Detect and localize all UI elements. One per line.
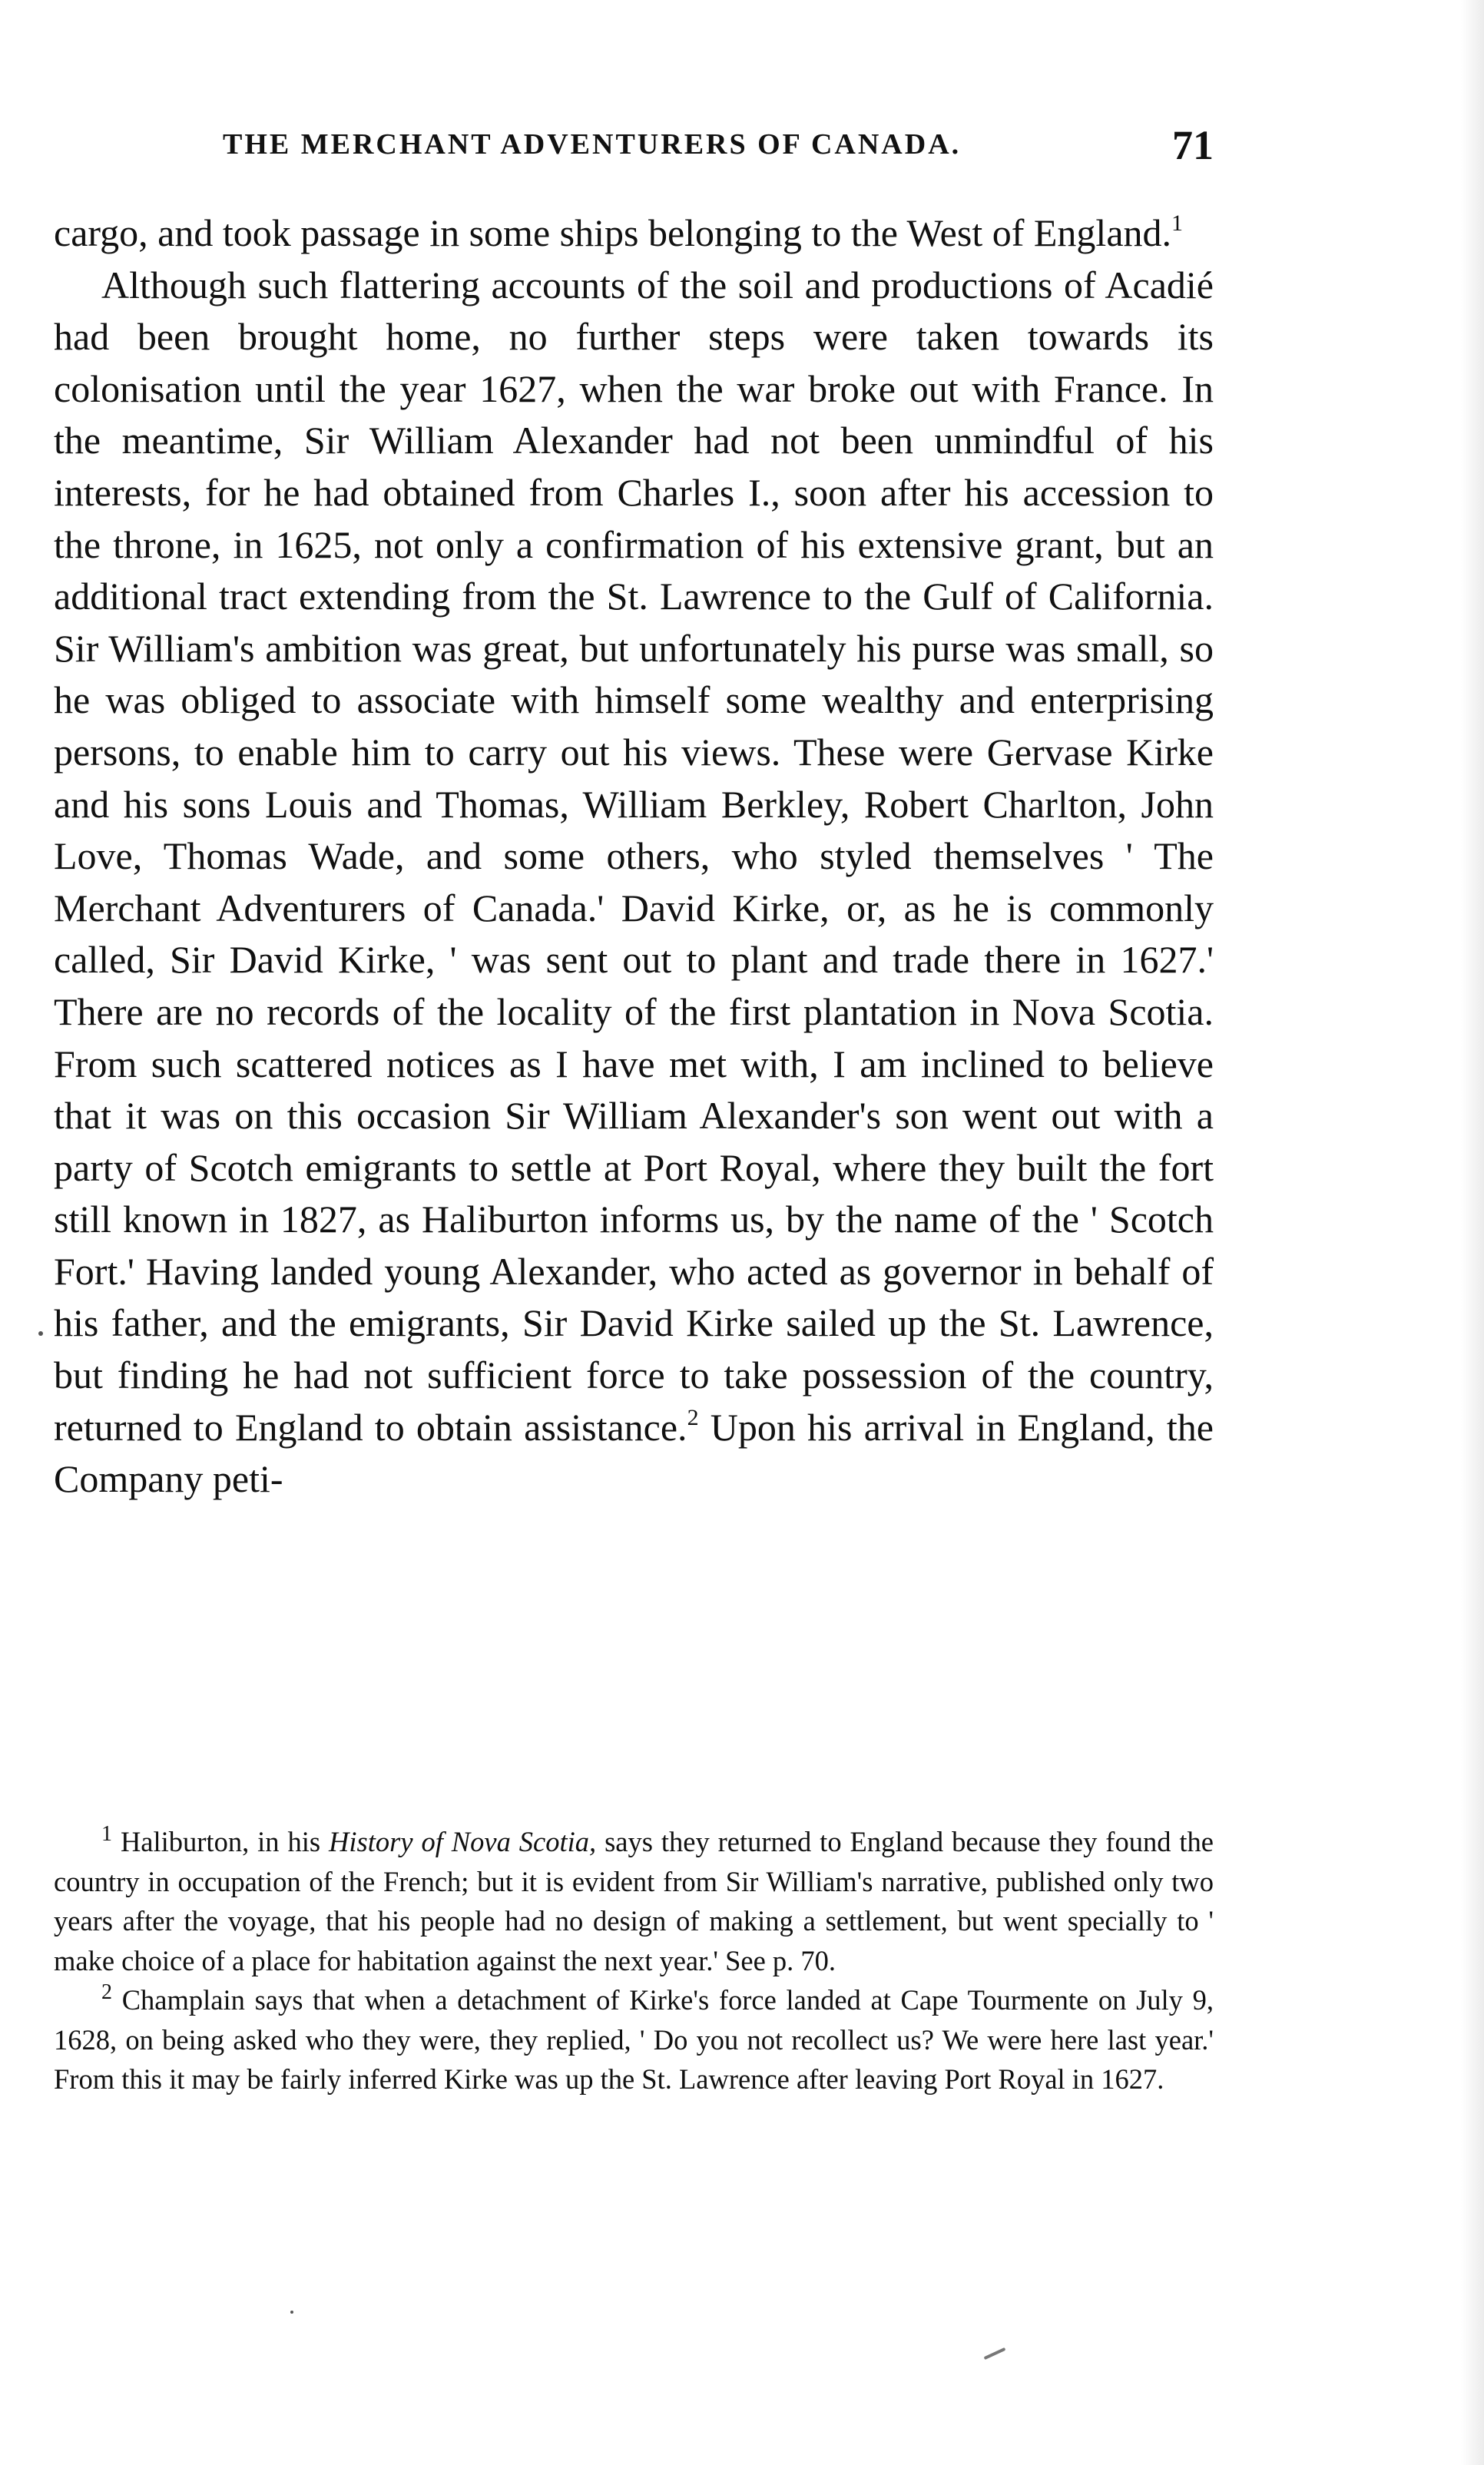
margin-speck (38, 1331, 43, 1336)
footnote-ref-2: 2 (687, 1404, 699, 1430)
footnote-1-text-b: says they returned to England because they found the country in occupation of the French; but it is evident from Sir William's narrative, published only two years after the voyage, that his people had no design of making a settlement, but went specially to ' make choice of a place for habitation against the next year.' See p. 70. (54, 1826, 1214, 1976)
footnote-1-text-a: Haliburton, in his (112, 1826, 330, 1857)
footnote-2-mark: 2 (101, 1980, 112, 2004)
paragraph-2-continuation: Upon his arrival in England, the Company peti- (54, 1405, 1214, 1501)
footnote-2 (54, 1980, 1214, 2099)
paragraph-2 (54, 260, 1214, 1506)
footnotes (54, 1822, 1214, 2099)
footnote-1 (54, 1822, 1214, 1980)
running-title: THE MERCHANT ADVENTURERS OF CANADA. (223, 128, 962, 161)
footnote-1-mark: 1 (101, 1822, 112, 1846)
footnote-ref-1: 1 (1171, 210, 1184, 236)
paragraph-1-text: cargo, and took passage in some ships belonging to the West of England. (54, 211, 1172, 254)
paragraph-1 (54, 207, 1214, 260)
running-head (223, 121, 1214, 175)
paragraph-2-text: Although such flattering accounts of the soil and productions of Acadié had been brought home, no further steps were taken towards its colonisation until the year 1627, when the war broke out with France. In the meantime, Sir William Alexander had not been unmindful of his interests, for he had obtained from Charles I., soon after his accession to the throne, in 1625, not only a confirmation of his extensive grant, but an additional tract extending from the St. Lawrence to the Gulf of California. Sir William's ambition was great, but unfortunately his purse was small, so he was obliged to associate with himself some wealthy and enterprising persons, to enable him to carry out his views. These were Gervase Kirke and his sons Louis and Thomas, William Berkley, Robert Charlton, John Love, Thomas Wade, and some others, who styled themselves ' The Merchant Adventurers of Canada.' David Kirke, or, as he is commonly called, Sir David Kirke, ' was sent out to plant and trade there in 1627.' There are no records of the locality of the first plantation in Nova Scotia. From such scattered notices as I have met with, I am inclined to believe that it was on this occasion Sir William Alexander's son went out with a party of Scotch emigrants to settle at Port Royal, where they built the fort still known in 1827, as Haliburton informs us, by the name of the ' Scotch Fort.' Having landed young Alexander, who acted as governor in behalf of his father, and the emigrants, Sir David Kirke sailed up the St. Lawrence, but finding he had not sufficient force to take possession of the country, returned to England to obtain assistance. (54, 263, 1214, 1449)
body-text (54, 207, 1214, 1506)
page-edge-shadow (1461, 0, 1484, 2465)
footnote-1-book-title: History of Nova Scotia, (329, 1826, 597, 1857)
footnote-2-text: Champlain says that when a detachment of Kirke's force landed at Cape Tourmente on July 9, 1628, on being asked who they were, they replied, ' Do you not recollect us? We were here last year.' From this it may be fairly inferred Kirke was up the St. Lawrence after leaving Port Royal in 1627. (54, 1984, 1214, 2095)
page-smudge (984, 2347, 1006, 2360)
page-speck (290, 2311, 293, 2314)
page-number: 71 (1172, 122, 1214, 168)
